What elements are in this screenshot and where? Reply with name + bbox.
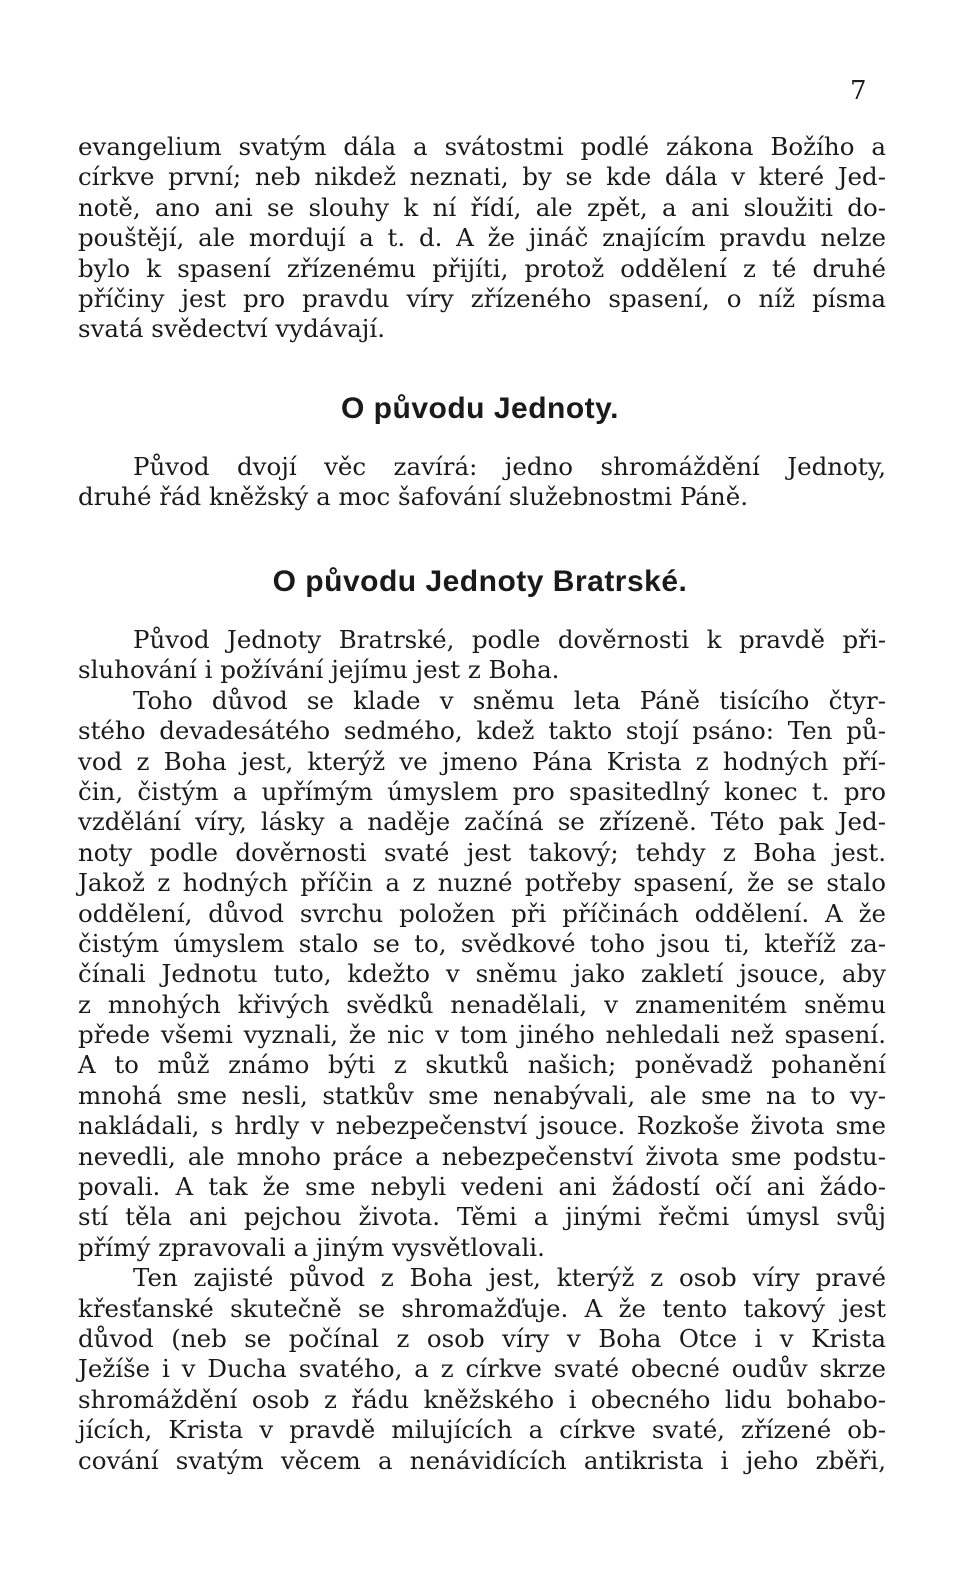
paragraph-puvod-jednoty-bratrske (78, 625, 886, 1476)
text-line: Ježíše i v Ducha svatého, a z církve svaté obecné oudův skrze (78, 1354, 886, 1384)
text-line: důvod (neb se počínal z osob víry v Boha Otce i v Krista (78, 1323, 886, 1353)
text-line: čin, čistým a upřímým úmyslem pro spasitedlný konec t. pro (78, 776, 886, 806)
text-line: shromáždění osob z řádu kněžského i obecného lidu bohabo- (78, 1384, 886, 1414)
text-line: nakládali, s hrdly v nebezpečenství jsouce. Rozkoše života sme (78, 1111, 886, 1141)
section-heading-puvod-jednoty: O původu Jednoty. (341, 392, 619, 425)
text-line: z mnohých křivých svědků nenadělali, v znamenitém sněmu (78, 989, 886, 1019)
text-line: mnohá sme nesli, statkův sme nenabývali, ale sme na to vy- (78, 1080, 886, 1110)
text-line: bylo k spasení zřízenému přijíti, protož oddělení z té druhé (78, 253, 886, 283)
paragraph-evangelium (78, 132, 886, 345)
text-line: evangelium svatým dála a svátostmi podlé zákona Božího a (78, 132, 886, 161)
text-line: sluhování i požívání jejímu jest z Boha. (78, 655, 560, 685)
paragraph-puvod-dvoji (78, 452, 886, 513)
text-line: jících, Krista v pravdě milujících a církve svaté, zřízené ob- (78, 1415, 886, 1445)
text-line: Ten zajisté původ z Boha jest, kterýž z osob víry pravé (133, 1263, 886, 1293)
text-line: stí těla ani pejchou života. Těmi a jinými řečmi úmysl svůj (78, 1202, 886, 1232)
text-line: notě, ano ani se slouhy k ní řídí, ale zpět, a ani sloužiti do- (78, 192, 886, 222)
text-line: přede všemi vyznali, že nic v tom jiného nehledali než spasení. (78, 1020, 886, 1050)
text-line: A to můž známo býti z skutků našich; poněvadž pohanění (78, 1050, 886, 1080)
text-line: přímý zpravovali a jiným vysvětlovali. (78, 1232, 545, 1262)
text-line: vod z Boha jest, kterýž ve jmeno Pána Krista z hodných pří- (78, 746, 886, 776)
text-line: nevedli, ale mnoho práce a nebezpečenství života sme podstu- (78, 1141, 886, 1171)
text-line: čistým úmyslem stalo se to, svědkové toho jsou ti, kteříž za- (78, 928, 886, 958)
text-line: Původ Jednoty Bratrské, podle dověrnosti k pravdě při- (133, 625, 886, 654)
text-line: Jakož z hodných příčin a z nuzné potřeby spasení, že se stalo (78, 868, 886, 898)
page-number: 7 (850, 76, 868, 106)
text-line: oddělení, důvod svrchu položen při příčinách oddělení. A že (78, 898, 886, 928)
text-line: čínali Jednotu tuto, kdežto v sněmu jako zakletí jsouce, aby (78, 959, 886, 989)
text-line: stého devadesátého sedmého, kdež takto stojí psáno: Ten pů- (78, 716, 886, 746)
text-line: církve první; neb nikdež neznati, by se kde dála v které Jed- (78, 162, 886, 192)
text-line: svatá svědectví vydávají. (78, 314, 386, 344)
text-line: příčiny jest pro pravdu víry zřízeného spasení, o níž písma (78, 283, 886, 313)
text-line: Původ dvojí věc zavírá: jedno shromáždění Jednoty, (133, 452, 886, 481)
text-line: povali. A tak že sme nebyli vedeni ani žádostí očí ani žádo- (78, 1172, 886, 1202)
text-line: cování svatým věcem a nenávidících antikrista i jeho zběři, (78, 1445, 886, 1475)
text-line: vzdělání víry, lásky a naděje začíná se zřízeně. Této pak Jed- (78, 807, 886, 837)
text-line: křesťanské skutečně se shromažďuje. A že tento takový jest (78, 1293, 886, 1323)
text-line: pouštějí, ale mordují a t. d. A že jináč znajícím pravdu nelze (78, 223, 886, 253)
text-line: druhé řád kněžský a moc šafování služebnostmi Páně. (78, 482, 748, 512)
section-heading-puvod-jednoty-bratrske: O původu Jednoty Bratrské. (272, 565, 688, 598)
text-line: Toho důvod se klade v sněmu leta Páně tisícího čtyr- (133, 685, 886, 715)
text-line: noty podle dověrnosti svaté jest takový; tehdy z Boha jest. (78, 837, 886, 867)
